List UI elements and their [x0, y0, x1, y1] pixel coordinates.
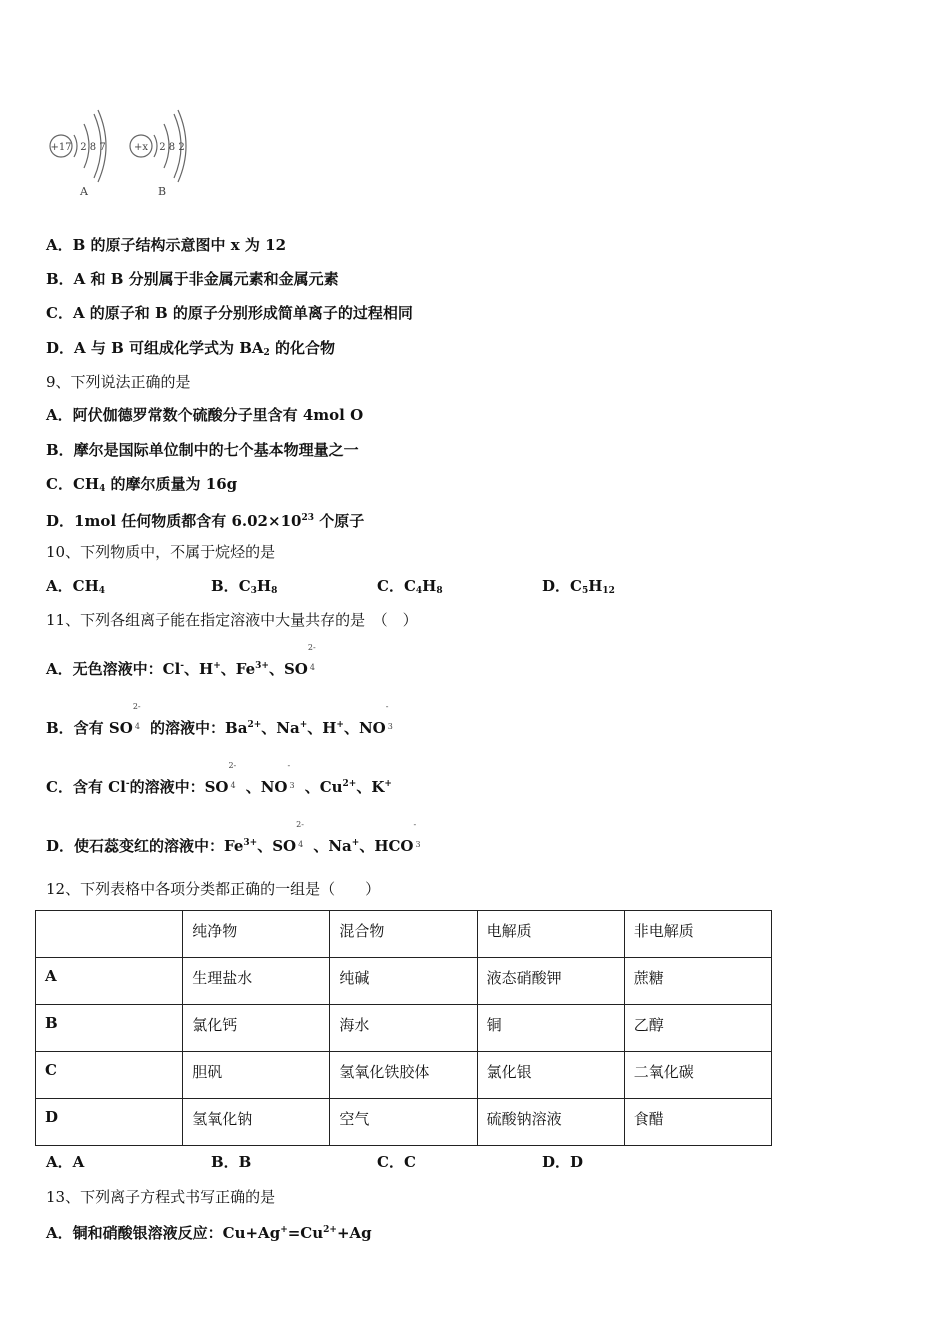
q12-option-c: C．C [377, 1153, 416, 1171]
q11-option-c: C．含有 Cl-的溶液中：SO 2- 4 、NO - 3 、$Cu^{2+}$、K+ [46, 761, 392, 796]
q10-option-c: C．$C_4H_8$ [377, 577, 443, 596]
table-cell: D [36, 1099, 183, 1146]
table-row [36, 1099, 772, 1146]
atom-a-nucleus: +17 [50, 142, 72, 153]
q12-option-d: D．D [542, 1153, 584, 1171]
table-header-cell: 混合物 [330, 911, 477, 958]
table-cell: 生理盐水 [183, 958, 330, 1005]
q9-option-c: C．$CH_4$ 的摩尔质量为 16g [46, 475, 238, 494]
q13-stem: 13、下列离子方程式书写正确的是 [46, 1188, 276, 1206]
q8-option-c: C．A 的原子和 B 的原子分别形成简单离子的过程相同 [46, 304, 413, 322]
table-cell: 硫酸钠溶液 [477, 1099, 624, 1146]
table-cell: 胆矾 [183, 1052, 330, 1099]
q10-option-d: D．$C_5H_{12}$ [542, 577, 615, 596]
q11-option-a: A．无色溶液中：Cl-、H+、$Fe^{3+}$、SO 2- 4 [46, 643, 316, 678]
table-header-cell: 非电解质 [624, 911, 771, 958]
q10-option-a: A．$CH_4$ [46, 577, 106, 596]
table-cell: 氢氧化钠 [183, 1099, 330, 1146]
q9-option-b: B．摩尔是国际单位制中的七个基本物理量之一 [46, 441, 359, 459]
q12-option-a: A．A [46, 1153, 85, 1171]
q9-stem: 9、下列说法正确的是 [46, 373, 191, 391]
atom-b-shells: 2 8 2 [159, 142, 185, 153]
q9-option-d: D．1mol 任何物质都含有 $6.02\times 10^{23}$ 个原子 [46, 512, 365, 530]
table-cell: 蔗糖 [624, 958, 771, 1005]
table-cell: C [36, 1052, 183, 1099]
q9-option-a: A．阿伏伽德罗常数个硫酸分子里含有 4mol O [46, 406, 364, 424]
q8-option-a: A．B 的原子结构示意图中 x 为 12 [46, 236, 287, 254]
q13-option-a: A．铜和硝酸银溶液反应：$Cu+Ag^+=Cu^{2+}+Ag$ [46, 1224, 372, 1242]
q8-option-b: B．A 和 B 分别属于非金属元素和金属元素 [46, 270, 339, 288]
table-cell: 食醋 [624, 1099, 771, 1146]
table-cell: 铜 [477, 1005, 624, 1052]
q10-stem: 10、下列物质中，不属于烷烃的是 [46, 543, 276, 561]
table-cell: A [36, 958, 183, 1005]
table-cell: 氯化钙 [183, 1005, 330, 1052]
table-cell: 氯化银 [477, 1052, 624, 1099]
table-header-cell: 纯净物 [183, 911, 330, 958]
table-header-cell: 电解质 [477, 911, 624, 958]
q11-option-d: D．使石蕊变红的溶液中：$Fe^{3+}$、SO 2- 4 、Na+、HCO - 3 [46, 820, 421, 855]
q8-option-d: D．A 与 B 可组成化学式为 $BA_2$ 的化合物 [46, 339, 336, 358]
atom-a-shells: 2 8 7 [80, 142, 106, 153]
q12-stem: 12、下列表格中各项分类都正确的一组是（ ） [46, 880, 381, 898]
atom-a-label: A [80, 185, 88, 198]
table-cell: 氢氧化铁胶体 [330, 1052, 477, 1099]
table-cell: 二氧化碳 [624, 1052, 771, 1099]
q12-option-b: B．B [211, 1153, 252, 1171]
table-cell: 海水 [330, 1005, 477, 1052]
q11-option-b: B．含有 SO 2- 4 的溶液中：$Ba^{2+}$、Na+、H+、NO - 3 [46, 702, 393, 737]
table-row [36, 1005, 772, 1052]
table-header-row [36, 911, 772, 958]
atom-b-label: B [157, 185, 167, 198]
table-header-cell [36, 911, 183, 958]
q10-options [46, 576, 746, 596]
q11-stem: 11、下列各组离子能在指定溶液中大量共存的是 （ ） [46, 611, 418, 629]
q12-options [46, 1152, 746, 1172]
classification-table [35, 910, 772, 1146]
table-cell: 空气 [330, 1099, 477, 1146]
table-cell: 液态硝酸钾 [477, 958, 624, 1005]
table-cell: B [36, 1005, 183, 1052]
table-row [36, 958, 772, 1005]
atomic-structure-diagram [44, 102, 204, 202]
atom-b-nucleus: +x [133, 142, 149, 153]
table-row [36, 1052, 772, 1099]
q10-option-b: B．$C_3H_8$ [211, 577, 278, 596]
table-cell: 乙醇 [624, 1005, 771, 1052]
table-cell: 纯碱 [330, 958, 477, 1005]
